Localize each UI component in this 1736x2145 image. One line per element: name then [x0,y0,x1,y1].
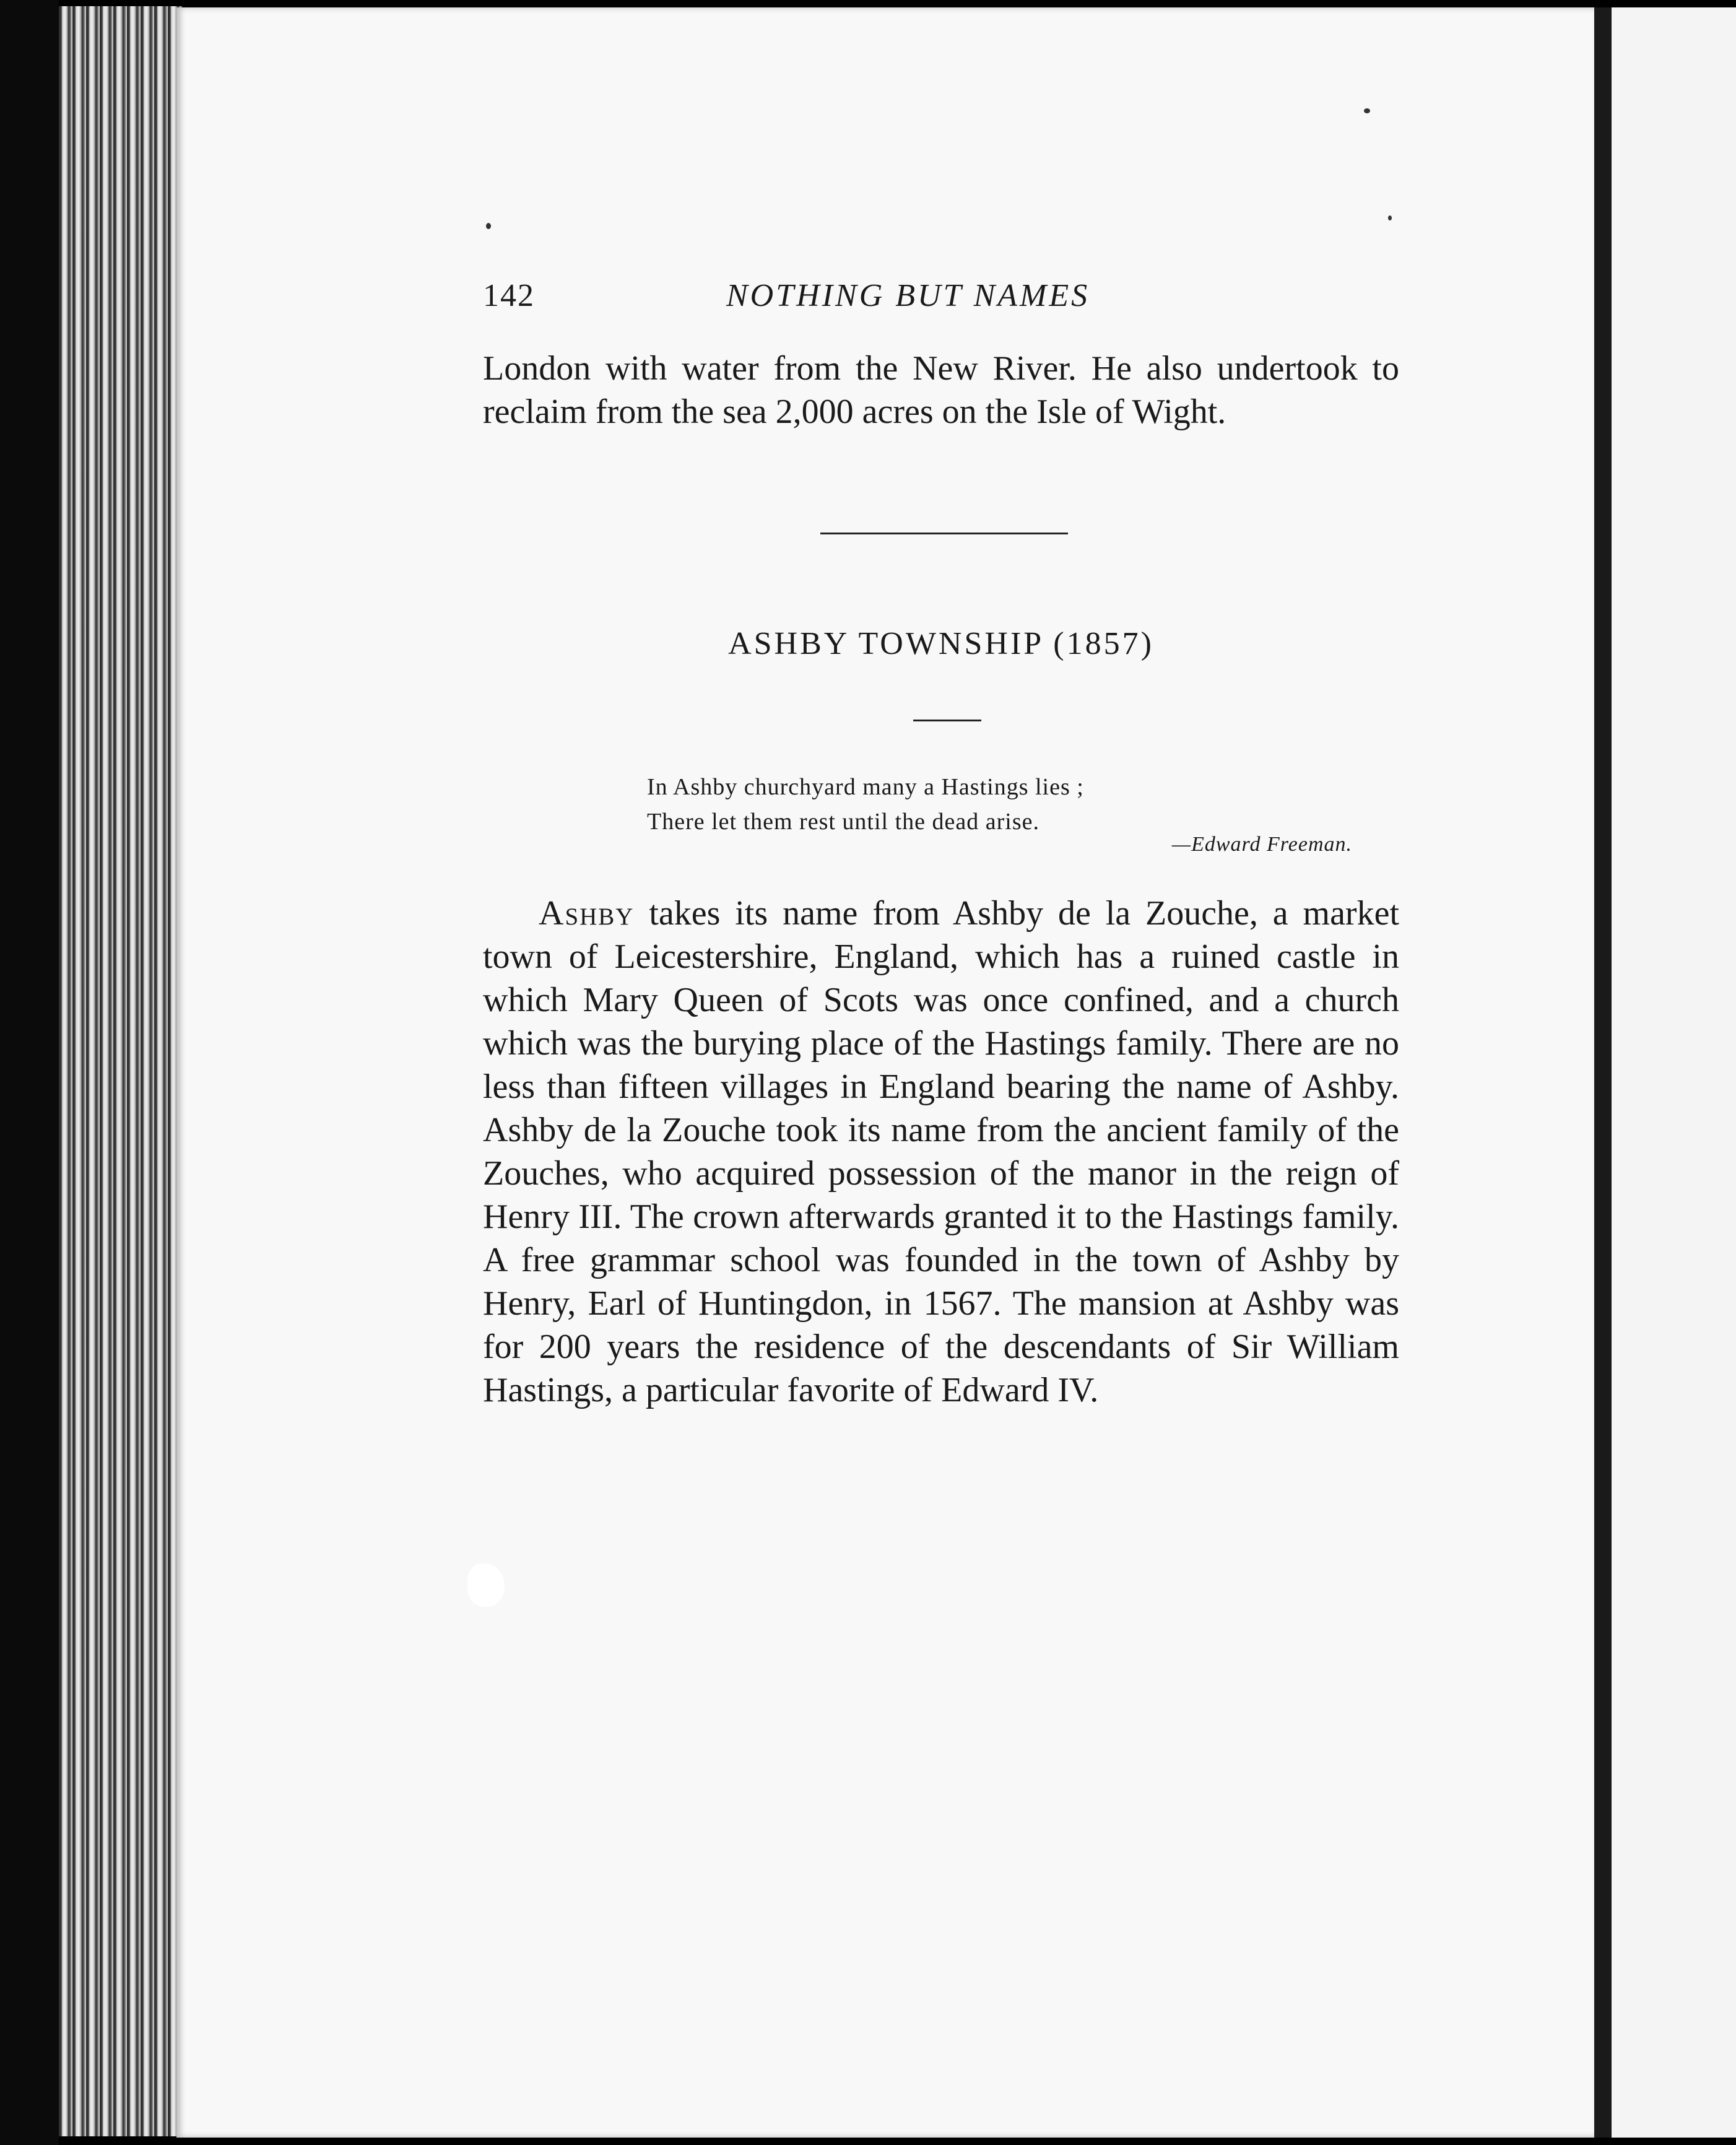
continued-paragraph: London with water from the New River. He also undertook to reclaim from the sea 2,000 acres on the Isle of Wight. [483,349,1399,431]
running-head [483,277,1399,327]
epigraph [647,770,1084,839]
book-page-edges [59,6,183,2136]
page-number: 142 [483,278,535,313]
section-title: ASHBY TOWNSHIP (1857) [728,626,1154,661]
scan-blemish [467,1564,505,1607]
epigraph-line: There let them rest until the dead arise. [647,809,1039,835]
scan-background [0,0,59,2145]
epigraph-attribution: —Edward Freeman. [1171,833,1352,856]
title-rule [913,720,981,721]
scan-speck [1364,108,1370,113]
scan-speck [486,223,491,229]
section-divider [820,533,1068,534]
lead-word: Ashby [539,894,635,933]
scan-speck [1388,215,1392,220]
page-gutter-shadow [1594,7,1612,2138]
epigraph-line: In Ashby churchyard many a Hastings lies ; [647,774,1084,800]
body-text: takes its name from Ashby de la Zouche, a market town of Leicestershire, England, which has a ruined castle in which Mary Queen of Scots was once confined, and a church which was the burying place of the Hastings family. There are no less than fifteen villages in England bearing the name of Ashby. Ashby de la Zouche took its name from the ancient family of the Zouches, who acquired possession of the manor in the reign of Henry III. The crown afterwards granted it to the Hastings family. A free grammar school was founded in the town of Ashby by Henry, Earl of Huntingdon, in 1567. The mansion at Ashby was for 200 years the residence of the descendants of Sir William Hastings, a particular favorite of Edward IV. [483,894,1399,1409]
facing-page-edge [1612,7,1736,2138]
running-title: NOTHING BUT NAMES [726,278,1090,313]
body-paragraph [483,892,1399,1412]
